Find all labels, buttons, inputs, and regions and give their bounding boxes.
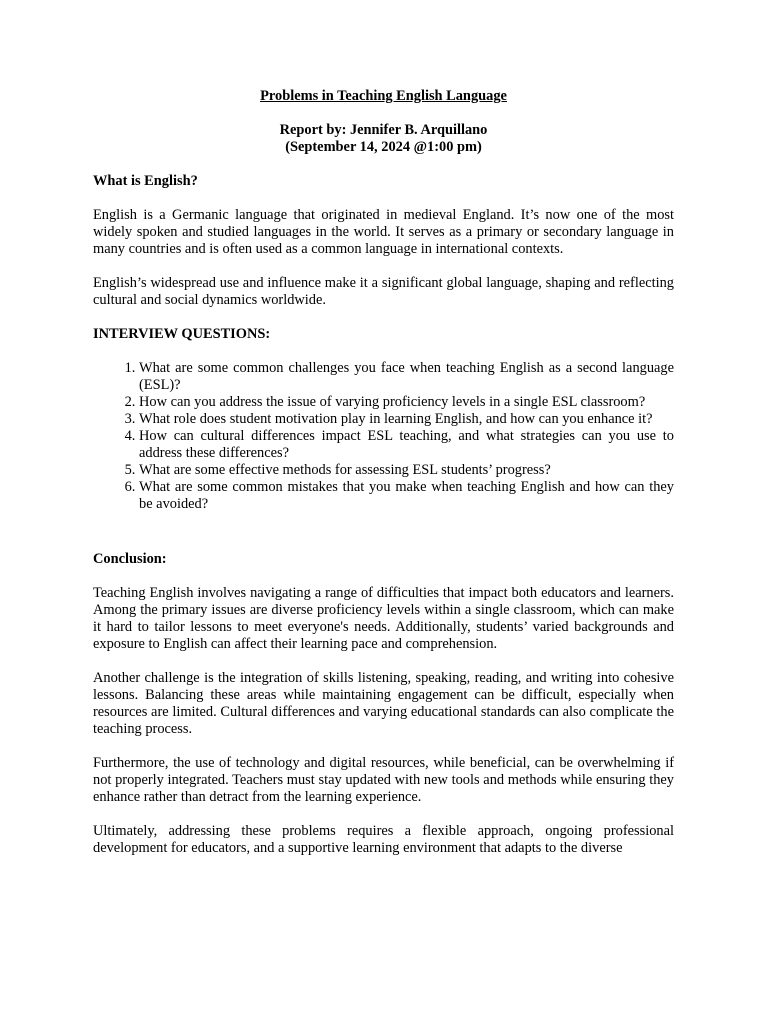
list-item: 4. How can cultural differences impact ESL teaching, and what strategies can you use to address these differences? [139, 428, 674, 462]
paragraph: Furthermore, the use of technology and digital resources, while beneficial, can be overwhelming if not properly integrated. Teachers must stay updated with new tools and methods while ensuring they enhance rather than detract from the learning experience. [93, 755, 674, 805]
list-item: 1. What are some common challenges you face when teaching English as a second language (ESL)? [139, 360, 674, 394]
byline-block [93, 122, 674, 156]
what-is-english-heading: What is English? [93, 173, 198, 189]
list-item: 5. What are some effective methods for assessing ESL students’ progress? [139, 462, 674, 479]
questions-list [93, 360, 674, 513]
document-page [93, 88, 674, 857]
paragraph: English is a Germanic language that originated in medieval England. It’s now one of the most widely spoken and studied languages in the world. It serves as a primary or secondary language in many countries and is often used as a common language in international contexts. [93, 207, 674, 257]
interview-questions-heading: INTERVIEW QUESTIONS: [93, 326, 271, 342]
list-item: 6. What are some common mistakes that you make when teaching English and how can they be avoided? [139, 479, 674, 513]
date-line: (September 14, 2024 @1:00 pm) [285, 139, 482, 155]
conclusion-heading: Conclusion: [93, 551, 167, 567]
list-item: 3. What role does student motivation play in learning English, and how can you enhance it? [139, 411, 674, 428]
paragraph: Ultimately, addressing these problems requires a flexible approach, ongoing professional development for educators, and a supportive learning environment that adapts to the diverse [93, 823, 674, 856]
document-title: Problems in Teaching English Language [260, 88, 507, 104]
spacer [93, 513, 674, 534]
paragraph: English’s widespread use and influence make it a significant global language, shaping and reflecting cultural and social dynamics worldwide. [93, 275, 674, 308]
list-item: 2. How can you address the issue of varying proficiency levels in a single ESL classroom? [139, 394, 674, 411]
paragraph: Teaching English involves navigating a range of difficulties that impact both educators and learners. Among the primary issues are diverse proficiency levels within a single classroom, which can make it hard to tailor lessons to meet everyone's needs. Additionally, students’ varied backgrounds and exposure to English can affect their learning pace and comprehension. [93, 585, 674, 652]
author-line: Report by: Jennifer B. Arquillano [279, 122, 488, 138]
paragraph: Another challenge is the integration of skills listening, speaking, reading, and writing into cohesive lessons. Balancing these areas while maintaining engagement can be difficult, especially when resources are limited. Cultural differences and varying educational standards can also complicate the teaching process. [93, 670, 674, 737]
